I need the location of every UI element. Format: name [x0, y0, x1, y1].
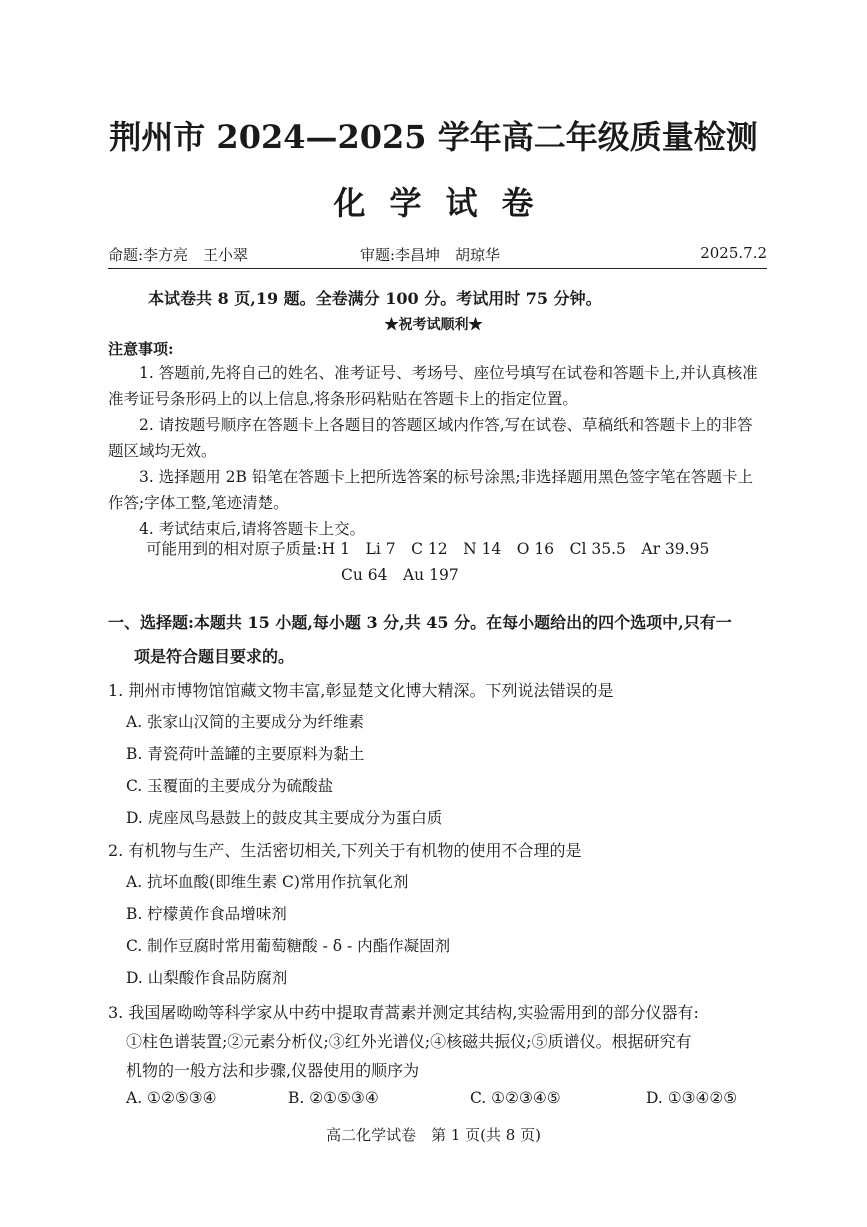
notice-item-1: 1. 答题前,先将自己的姓名、准考证号、考场号、座位号填写在试卷和答题卡上,并认真核准准考证号条形码上的以上信息,将条形码粘贴在答题卡上的指定位置。 [108, 364, 758, 408]
question-3-stem-line-3: 机物的一般方法和步骤,仪器使用的顺序为 [126, 1061, 420, 1080]
section-heading-line-1: 一、选择题:本题共 15 小题,每小题 3 分,共 45 分。在每小题给出的四个选项中,只有一 [108, 613, 732, 632]
question-3-stem-line-2: ①柱色谱装置;②元素分析仪;③红外光谱仪;④核磁共振仪;⑤质谱仪。根据研究有 [126, 1032, 692, 1051]
exam-date: 2025.7.2 [700, 244, 767, 262]
reviewer-text: 审题:李昌坤 胡琼华 [360, 246, 501, 264]
question-3-option-d: D. ①③④②⑤ [646, 1089, 738, 1107]
notice-item-4: 4. 考试结束后,请将答题卡上交。 [139, 520, 366, 538]
question-3-stem-line-1: 3. 我国屠呦呦等科学家从中药中提取青蒿素并测定其结构,实验需用到的部分仪器有: [108, 1003, 699, 1022]
question-1-stem: 1. 荆州市博物馆馆藏文物丰富,彰显楚文化博大精深。下列说法错误的是 [108, 681, 614, 700]
good-luck-text: ★祝考试顺利★ [384, 317, 483, 333]
question-2-option-d: D. 山梨酸作食品防腐剂 [126, 969, 288, 987]
question-3-option-c: C. ①②③④⑤ [470, 1089, 561, 1107]
exam-subject: 化学试卷 [333, 184, 558, 222]
setter-text: 命题:李方亮 王小翠 [108, 246, 249, 264]
question-2-option-c: C. 制作豆腐时常用葡萄糖酸 - δ - 内酯作凝固剂 [126, 937, 451, 955]
question-2-option-a: A. 抗坏血酸(即维生素 C)常用作抗氧化剂 [126, 873, 409, 891]
question-2-option-b: B. 柠檬黄作食品增味剂 [126, 905, 287, 923]
notice-item-2: 2. 请按题号顺序在答题卡上各题目的答题区域内作答,写在试卷、草稿纸和答题卡上的非答题区域均无效。 [108, 416, 753, 460]
section-heading-line-2: 项是符合题目要求的。 [134, 647, 295, 666]
question-1-option-d: D. 虎座凤鸟悬鼓上的鼓皮其主要成分为蛋白质 [126, 809, 443, 827]
question-3-option-a: A. ①②⑤③④ [126, 1089, 217, 1107]
atomic-mass-line-2: Cu 64 Au 197 [341, 566, 459, 584]
question-2-stem: 2. 有机物与生产、生活密切相关,下列关于有机物的使用不合理的是 [108, 841, 582, 860]
atomic-mass-line-1: 可能用到的相对原子质量:H 1 Li 7 C 12 N 14 O 16 Cl 35.5 Ar 39.95 [146, 540, 710, 558]
question-3-option-b: B. ②①⑤③④ [288, 1089, 379, 1107]
exam-intro: 本试卷共 8 页,19 题。全卷满分 100 分。考试用时 75 分钟。 [148, 289, 602, 308]
notice-item-3: 3. 选择题用 2B 铅笔在答题卡上把所选答案的标号涂黑;非选择题用黑色签字笔在答题卡上作答;字体工整,笔迹清楚。 [108, 468, 754, 512]
section-heading [108, 606, 763, 674]
question-1-option-b: B. 青瓷荷叶盖罐的主要原料为黏土 [126, 745, 365, 763]
page-footer: 高二化学试卷 第 1 页(共 8 页) [326, 1126, 541, 1144]
notice-heading: 注意事项: [108, 340, 174, 358]
author-line [108, 244, 767, 269]
question-1-option-c: C. 玉覆面的主要成分为硫酸盐 [126, 777, 334, 795]
exam-title: 荆州市 2024—2025 学年高二年级质量检测 [109, 118, 758, 156]
question-1-option-a: A. 张家山汉简的主要成分为纤维素 [126, 713, 365, 731]
